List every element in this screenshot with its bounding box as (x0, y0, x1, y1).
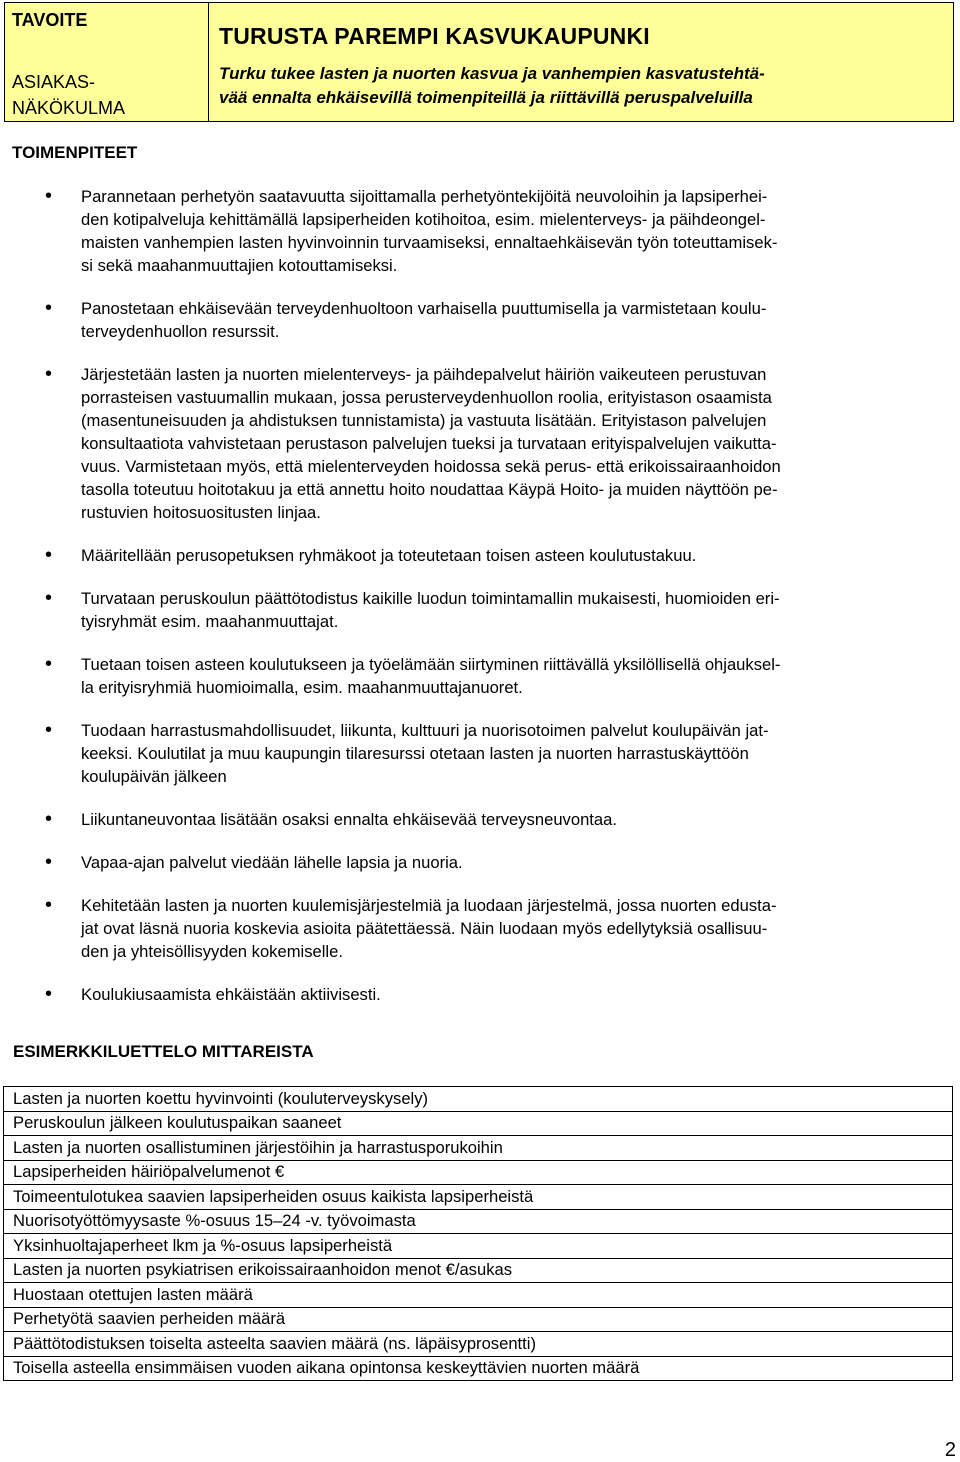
indicator-row (4, 1111, 953, 1136)
measure-item: • Määritellään perusopetuksen ryhmäkoot ja toteutetaan toisen asteen koulutustakuu. (0, 544, 948, 567)
indicator-row (4, 1185, 953, 1210)
asiakas-nakokulma-label: ASIAKAS- NÄKÖKULMA (12, 72, 126, 118)
indicator-row (4, 1087, 953, 1112)
measures-list (0, 185, 948, 1026)
indicator-cell: Lasten ja nuorten koettu hyvinvointi (kouluterveyskysely) (4, 1087, 953, 1112)
indicator-cell: Peruskoulun jälkeen koulutuspaikan saaneet (4, 1111, 953, 1136)
indicator-row (4, 1332, 953, 1357)
goal-title: TURUSTA PAREMPI KASVUKAUPUNKI (219, 23, 650, 49)
indicator-cell: Päättötodistuksen toiselta asteelta saavien määrä (ns. läpäisyprosentti) (4, 1332, 953, 1357)
goal-content-cell (209, 3, 954, 122)
indicator-row (4, 1209, 953, 1234)
tavoite-label: TAVOITE (12, 10, 88, 30)
measure-item: • Koulukiusaamista ehkäistään aktiivisesti. (0, 983, 948, 1006)
goal-subtitle: Turku tukee lasten ja nuorten kasvua ja vanhempien kasvatustehtä- vää ennalta ehkäisevillä toimenpiteillä ja riittävillä peruspalveluilla (219, 64, 765, 107)
indicator-row (4, 1258, 953, 1283)
indicator-row (4, 1160, 953, 1185)
measure-item: • Panostetaan ehkäisevään terveydenhuoltoon varhaisella puuttumisella ja varmistetaan koulu- terveydenhuollon resurssit. (0, 297, 948, 343)
indicator-cell: Lasten ja nuorten osallistuminen järjestöihin ja harrastusporukoihin (4, 1136, 953, 1161)
page-number: 2 (944, 1439, 956, 1461)
indicators-heading: ESIMERKKILUETTELO MITTAREISTA (13, 1042, 314, 1061)
goal-label-cell (5, 3, 209, 122)
indicator-row (4, 1283, 953, 1308)
measure-item: • Kehitetään lasten ja nuorten kuulemisjärjestelmiä ja luodaan järjestelmä, jossa nuorten edusta- jat ovat läsnä nuoria koskevia asioita päätettäessä. Näin luodaan myös edellytyksiä osallisuu- den ja yhteisöllisyyden kokemiselle. (0, 894, 948, 963)
indicator-cell: Toimeentulotukea saavien lapsiperheiden osuus kaikista lapsiperheistä (4, 1185, 953, 1210)
measure-item: • Turvataan peruskoulun päättötodistus kaikille luodun toimintamallin mukaisesti, huomioiden eri- tyisryhmät esim. maahanmuuttajat. (0, 587, 948, 633)
indicators-table (3, 1086, 953, 1381)
indicator-row (4, 1136, 953, 1161)
measure-item: • Tuodaan harrastusmahdollisuudet, liikunta, kulttuuri ja nuorisotoimen palvelut koulupäivän jat- keeksi. Koulutilat ja muu kaupungin tilaresurssi otetaan lasten ja nuorten harrastuskäyttöön koulupäivän jälkeen (0, 719, 948, 788)
goal-header-table (4, 2, 954, 122)
indicator-cell: Yksinhuoltajaperheet lkm ja %-osuus lapsiperheistä (4, 1234, 953, 1259)
indicator-cell: Toisella asteella ensimmäisen vuoden aikana opintonsa keskeyttävien nuorten määrä (4, 1356, 953, 1381)
indicator-row (4, 1234, 953, 1259)
measure-item: • Tuetaan toisen asteen koulutukseen ja työelämään siirtyminen riittävällä yksilöllisellä ohjauksel- la erityisryhmiä huomioimalla, esim. maahanmuuttajanuoret. (0, 653, 948, 699)
indicator-cell: Perhetyötä saavien perheiden määrä (4, 1307, 953, 1332)
measure-item: • Vapaa-ajan palvelut viedään lähelle lapsia ja nuoria. (0, 851, 948, 874)
measure-item: • Liikuntaneuvontaa lisätään osaksi ennalta ehkäisevää terveysneuvontaa. (0, 808, 948, 831)
measure-item: • Parannetaan perhetyön saatavuutta sijoittamalla perhetyöntekijöitä neuvoloihin ja lapsiperhei- den kotipalveluja kehittämällä lapsiperheiden kotihoitoa, esim. mielenterveys- ja päihdeongel- maisten vanhempien lasten hyvinvoinnin turvaamiseksi, ennaltaehkäisevän työn toteuttamisek- si sekä maahanmuuttajien kotouttamiseksi. (0, 185, 948, 277)
toimenpiteet-heading: TOIMENPITEET (12, 143, 138, 162)
indicator-row (4, 1356, 953, 1381)
indicator-row (4, 1307, 953, 1332)
indicator-cell: Huostaan otettujen lasten määrä (4, 1283, 953, 1308)
measure-item: • Järjestetään lasten ja nuorten mielenterveys- ja päihdepalvelut häiriön vaikeuteen perustuvan porrasteisen vastuumallin mukaan, jossa perusterveydenhuollon roolia, erityistason osaamista (masentuneisuuden ja ahdistuksen tunnistamista) ja vastuuta lisätään. Erityistason palvelujen konsultaatiota vahvistetaan perustason palvelujen tueksi ja turvataan erityispalvelujen vaikutta- vuus. Varmistetaan myös, että mielenterveyden hoidossa sekä perus- että erikoissairaanhoidon tasolla toteutuu hoitotakuu ja että annettu hoito noudattaa Käypä Hoito- ja muiden näyttöön pe- rustuvien hoitosuositusten linjaa. (0, 363, 948, 524)
indicator-cell: Lasten ja nuorten psykiatrisen erikoissairaanhoidon menot €/asukas (4, 1258, 953, 1283)
indicator-cell: Lapsiperheiden häiriöpalvelumenot € (4, 1160, 953, 1185)
indicator-cell: Nuorisotyöttömyysaste %-osuus 15–24 -v. työvoimasta (4, 1209, 953, 1234)
